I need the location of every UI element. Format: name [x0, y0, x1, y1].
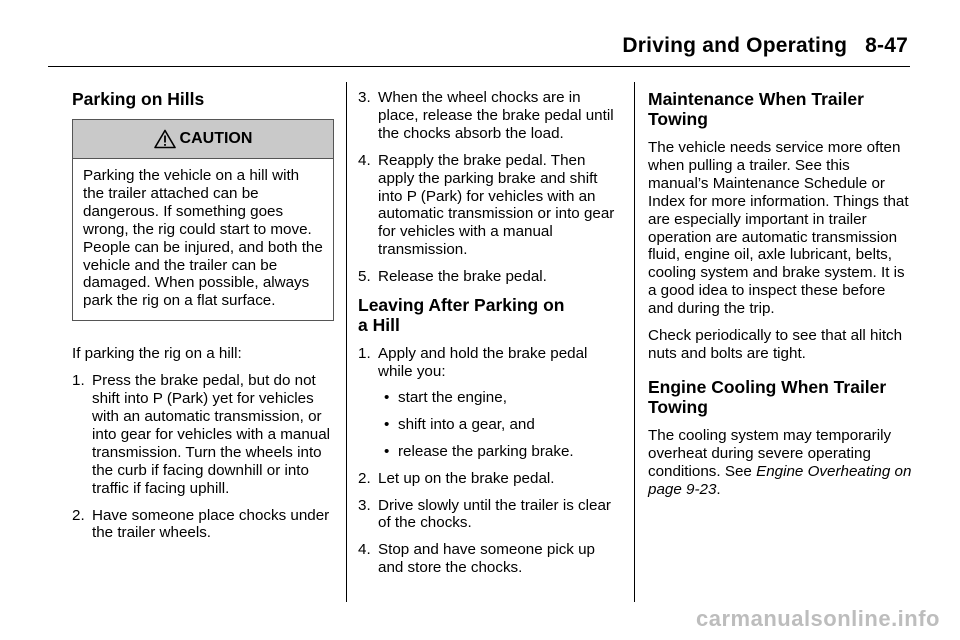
- parking-steps-continued: [358, 89, 622, 286]
- column-divider-1: [346, 82, 347, 602]
- caution-header: [73, 120, 333, 159]
- leaving-steps: [358, 345, 622, 577]
- heading-maintenance-trailer-towing: Maintenance When Trailer Towing: [648, 89, 864, 129]
- column-2: [358, 89, 622, 586]
- intro-text: If parking the rig on a hill:: [72, 345, 242, 363]
- watermark: carmanualsonline.info: [696, 606, 940, 631]
- caution-text: Parking the vehicle on a hill with the trailer attached can be dangerous. If something goes wrong, the rig could start to move. People can be injured, and both the vehicle and the trailer can be damaged. When possible, always park the rig on a flat surface.: [83, 167, 323, 310]
- bullet-item: • release the parking brake.: [378, 443, 622, 461]
- list-item: 3. When the wheel chocks are in place, release the brake pedal until the chocks absorb the load.: [358, 89, 614, 142]
- column-divider-2: [634, 82, 635, 602]
- parking-steps: [72, 372, 334, 542]
- page-number: 8-47: [865, 34, 908, 57]
- bullet-item: • shift into a gear, and: [378, 416, 622, 434]
- maintenance-text: The vehicle needs service more often when pulling a trailer. See this manual’s Maintenance Schedule or Index for more information. Things that are especially important in trailer operation are automatic transmission fluid, engine oil, axle lubricant, belts, cooling system and brake system. It is a good idea to inspect these before and during the trip.: [648, 139, 909, 318]
- page-header: [622, 34, 908, 58]
- bullet-list: [378, 389, 622, 461]
- header-rule: [48, 66, 910, 67]
- heading-parking-on-hills: Parking on Hills: [72, 89, 205, 109]
- list-item: 4. Reapply the brake pedal. Then apply the parking brake and shift into P (Park) for vehicles with an automatic transmission or into gear for vehicles with a manual transmission.: [358, 151, 615, 259]
- column-3: [648, 89, 912, 508]
- list-item: 2. Have someone place chocks under the trailer wheels.: [72, 506, 330, 542]
- heading-leaving-after-parking: Leaving After Parking on a Hill: [358, 295, 565, 336]
- list-item: 5. Release the brake pedal.: [358, 268, 547, 286]
- section-title: Driving and Operating: [622, 34, 848, 57]
- caution-box: [72, 119, 334, 321]
- list-item: 4. Stop and have someone pick up and store the chocks.: [358, 541, 595, 577]
- bullet-item: • start the engine,: [378, 389, 622, 407]
- warning-icon: [154, 129, 176, 149]
- list-item: 1. Press the brake pedal, but do not shift into P (Park) yet for vehicles with an automatic transmission, or into gear for vehicles with a manual transmission. Turn the wheels into the curb if facing downhill or into traffic if facing uphill.: [72, 372, 331, 497]
- hitch-check-text: Check periodically to see that all hitch nuts and bolts are tight.: [648, 327, 903, 362]
- list-item: 3. Drive slowly until the trailer is clear of the chocks.: [358, 496, 611, 532]
- caution-title: CAUTION: [179, 130, 253, 148]
- heading-engine-cooling: Engine Cooling When Trailer Towing: [648, 376, 887, 417]
- cooling-text: The cooling system may temporarily overheat during severe operating conditions. See Engine Overheating on page 9-23.: [648, 426, 912, 498]
- list-item: 2. Let up on the brake pedal.: [358, 469, 555, 487]
- column-1: [72, 89, 334, 551]
- cross-reference-link[interactable]: Engine Overheating on page 9-23: [648, 462, 912, 498]
- list-item: 1. Apply and hold the brake pedal while you: • start the engine, • shift into a gear, and • release the parking brake.: [358, 345, 622, 461]
